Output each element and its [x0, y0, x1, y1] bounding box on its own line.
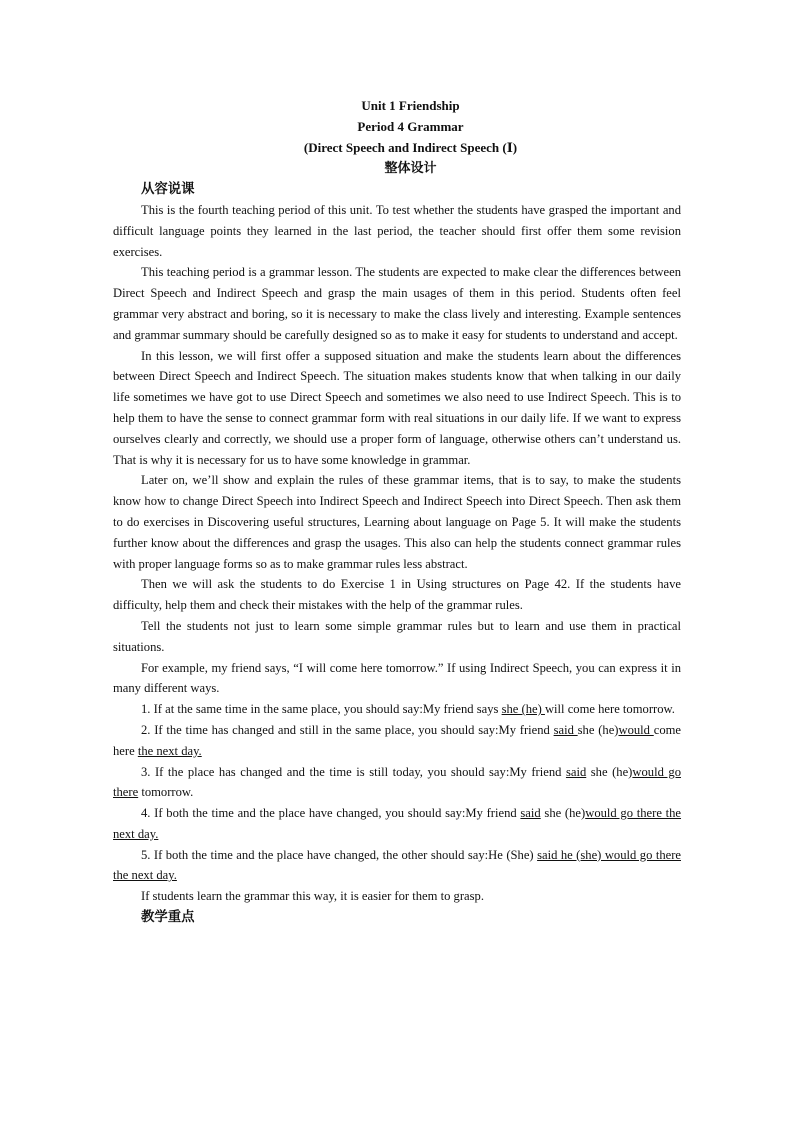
example-1 — [113, 699, 681, 720]
paragraph-3: In this lesson, we will first offer a supposed situation and make the students learn about the differences between Direct Speech and Indirect Speech. The situation makes students know that when talking in our daily life sometimes we have got to use Direct Speech and sometimes we also need to use Indirect Speech. This is to help them to have the sense to connect grammar form with real situations in our daily life. If we want to express ourselves clearly and correctly, we should use a proper form of language, otherwise others can’t understand us. That is why it is necessary for us to have some knowledge in grammar. — [113, 348, 681, 467]
example-1-text-b: will come here tomorrow. — [544, 702, 675, 717]
paragraph-1: This is the fourth teaching period of this unit. To test whether the students have grasped the important and difficult language points they learned in the last period, the teacher should first offer them some revision exercises. — [113, 202, 681, 259]
paragraph-4: Later on, we’ll show and explain the rules of these grammar items, that is to say, to make the students know how to change Direct Speech into Indirect Speech and Indirect Speech into Direct Speech. Then ask them to do exercises in Discovering useful structures, Learning about language on Page 5. It will make the students further know about the differences and grasp the usages. This also can help the students connect grammar rules with proper language forms so as to make grammar rules less abstract. — [113, 473, 681, 571]
example-1-underline: she (he) — [501, 702, 545, 717]
paragraph-7: For example, my friend says, “I will come here tomorrow.” If using Indirect Speech, you can express it in many different ways. — [113, 660, 681, 696]
example-3 — [113, 762, 681, 804]
example-2-underline-1: said — [553, 722, 578, 737]
example-3-underline-1: said — [565, 764, 587, 779]
document-page — [113, 96, 681, 928]
example-3-text-a: 3. If the place has changed and the time is still today, you should say:My friend — [141, 764, 566, 779]
paragraph-5: Then we will ask the students to do Exercise 1 in Using structures on Page 42. If the students have difficulty, help them and check their mistakes with the help of the grammar rules. — [113, 577, 681, 613]
example-4-underline-2: would go there the next day. — [113, 806, 682, 841]
paragraph-last: If students learn the grammar this way, it is easier for them to grasp. — [141, 889, 484, 904]
example-2-text-b: she (he) — [577, 722, 619, 737]
lesson-subtitle: (Direct Speech and Indirect Speech (Ⅰ) — [303, 139, 518, 155]
example-2-text-c: come here — [113, 722, 682, 758]
example-4 — [113, 803, 681, 845]
example-5-underline: said he (she) would go there the next day. — [113, 847, 681, 883]
section-heading-teaching-focus: 教学重点 — [141, 909, 195, 925]
period-title: Period 4 Grammar — [357, 118, 464, 134]
example-5 — [113, 845, 681, 887]
example-3-text-c: tomorrow. — [138, 785, 194, 800]
example-4-text-a: 4. If both the time and the place have changed, you should say:My friend — [141, 806, 521, 821]
unit-title: Unit 1 Friendship — [361, 98, 460, 113]
example-3-text-b: she (he) — [586, 764, 633, 779]
section-heading-lesson-talk: 从容说课 — [141, 181, 195, 197]
example-4-underline-1: said — [520, 806, 541, 821]
example-4-text-b: she (he) — [540, 806, 586, 821]
paragraph-6: Tell the students not just to learn some simple grammar rules but to learn and use them in practical situations. — [113, 618, 681, 654]
example-2-underline-3: the next day. — [137, 743, 202, 758]
example-1-text-a: 1. If at the same time in the same place, you should say:My friend says — [141, 702, 502, 717]
overall-design-title: 整体设计 — [384, 160, 437, 176]
example-2-underline-2: would — [618, 722, 654, 737]
example-3-underline-2: would go there — [113, 764, 682, 800]
paragraph-2: This teaching period is a grammar lesson. The students are expected to make clear the differences between Direct Speech and Indirect Speech and grasp the main usages of them in this period. Students often feel grammar very abstract and boring, so it is necessary to make the class lively and interesting. Example sentences and grammar summary should be carefully designed so as to make it easy for students to understand and accept. — [113, 265, 681, 342]
example-5-text-a: 5. If both the time and the place have changed, the other should say:He (She) — [141, 847, 538, 862]
example-2 — [113, 720, 681, 762]
example-2-text-a: 2. If the time has changed and still in the same place, you should say:My friend — [141, 722, 554, 737]
